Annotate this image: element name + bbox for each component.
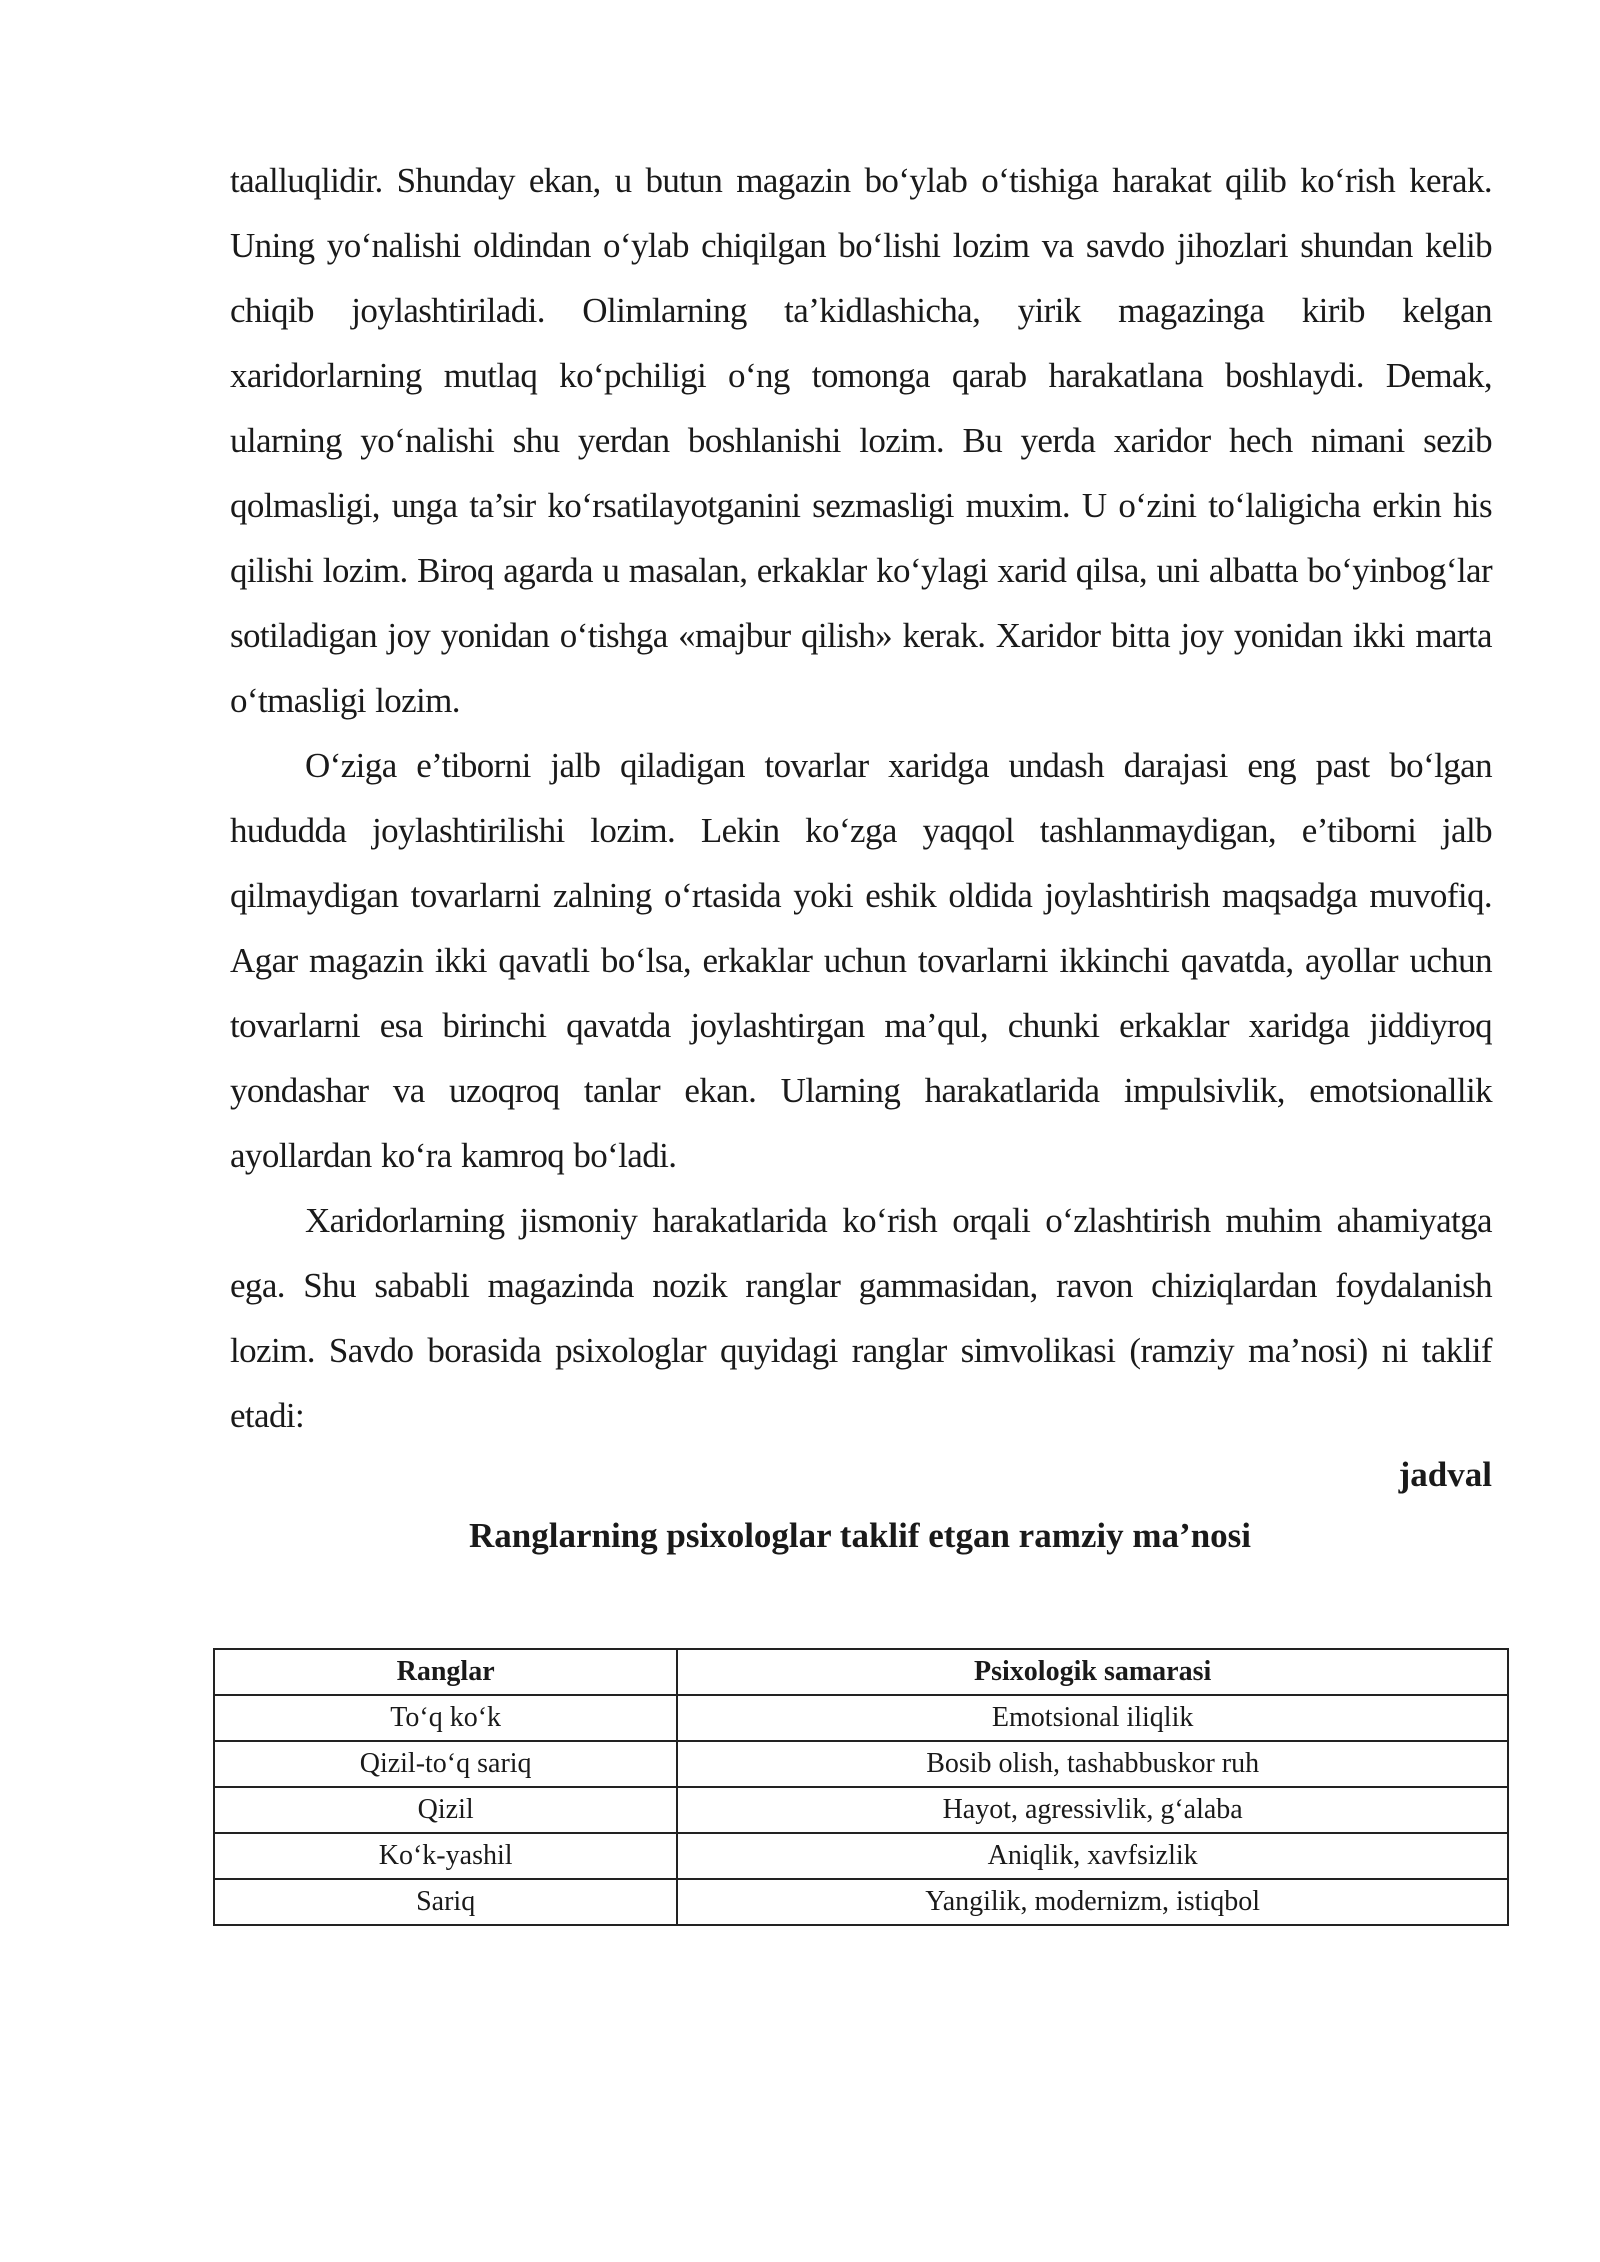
table-row — [214, 1833, 1508, 1879]
table-label: jadval — [1398, 1455, 1492, 1494]
cell-color: Qizil — [214, 1787, 677, 1833]
cell-effect: Emotsional iliqlik — [677, 1695, 1508, 1741]
body-text — [230, 148, 1492, 1448]
paragraph-1: taalluqlidir. Shunday ekan, u butun magazin bo‘ylab o‘tishiga harakat qilib ko‘rish kerak. Uning yo‘nalishi oldindan o‘ylab chiqilgan bo‘lishi lozim va savdo jihozlari shundan kelib chiqib joylashtiriladi. Olimlarning ta’kidlashicha, yirik magazinga kirib kelgan xaridorlarning mutlaq ko‘pchiligi o‘ng tomonga qarab harakatlana boshlaydi. Demak, ularning yo‘nalishi shu yerdan boshlanishi lozim. Bu yerda xaridor hech nimani sezib qolmasligi, unga ta’sir ko‘rsatilayotganini sezmasligi muxim. U o‘zini to‘laligicha erkin his qilishi lozim. Biroq agarda u masalan, erkaklar ko‘ylagi xarid qilsa, uni albatta bo‘yinbog‘lar sotiladigan joy yonidan o‘tishga «majbur qilish» kerak. Xaridor bitta joy yonidan ikki marta o‘tmasligi lozim. — [230, 161, 1492, 720]
header-psychological-effect: Psixologik samarasi — [677, 1649, 1508, 1695]
table — [213, 1648, 1509, 1926]
paragraph-3: Xaridorlarning jismoniy harakatlarida ko‘rish orqali o‘zlashtirish muhim ahamiyatga ega. Shu sababli magazinda nozik ranglar gammasidan, ravon chiziqlardan foydalanish lozim. Savdo borasida psixologlar quyidagi ranglar simvolikasi (ramziy ma’nosi) ni taklif etadi: — [230, 1201, 1492, 1435]
cell-color: Qizil-to‘q sariq — [214, 1741, 677, 1787]
table-header-row — [214, 1649, 1508, 1695]
paragraph-2: O‘ziga e’tiborni jalb qiladigan tovarlar xaridga undash darajasi eng past bo‘lgan hududda joylashtirilishi lozim. Lekin ko‘zga yaqqol tashlanmaydigan, e’tiborni jalb qilmaydigan tovarlarni zalning o‘rtasida yoki eshik oldida joylashtirish maqsadga muvofiq. Agar magazin ikki qavatli bo‘lsa, erkaklar uchun tovarlarni ikkinchi qavatda, ayollar uchun tovarlarni esa birinchi qavatda joylashtirgan ma’qul, chunki erkaklar xaridga jiddiyroq yondashar va uzoqroq tanlar ekan. Ularning harakatlarida impulsivlik, emotsionallik ayollardan ko‘ra kamroq bo‘ladi. — [230, 746, 1492, 1175]
cell-color: Ko‘k-yashil — [214, 1833, 677, 1879]
color-meaning-table — [213, 1648, 1509, 1926]
cell-color: To‘q ko‘k — [214, 1695, 677, 1741]
cell-effect: Hayot, agressivlik, g‘alaba — [677, 1787, 1508, 1833]
cell-effect: Yangilik, modernizm, istiqbol — [677, 1879, 1508, 1925]
table-row — [214, 1787, 1508, 1833]
cell-effect: Aniqlik, xavfsizlik — [677, 1833, 1508, 1879]
table-row — [214, 1741, 1508, 1787]
table-row — [214, 1695, 1508, 1741]
table-title: Ranglarning psixologlar taklif etgan ramziy ma’nosi — [468, 1516, 1251, 1555]
cell-color: Sariq — [214, 1879, 677, 1925]
cell-effect: Bosib olish, tashabbuskor ruh — [677, 1741, 1508, 1787]
header-colors: Ranglar — [214, 1649, 677, 1695]
table-row — [214, 1879, 1508, 1925]
